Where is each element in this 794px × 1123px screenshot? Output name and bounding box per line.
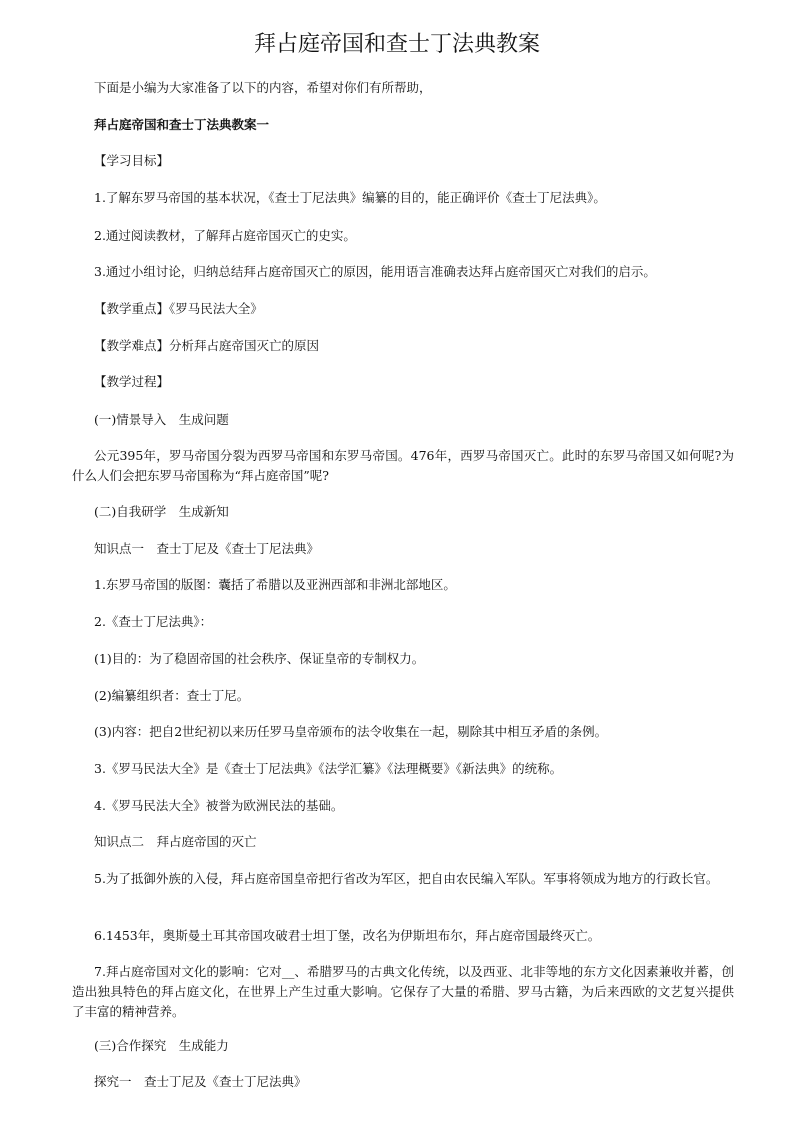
heading-teaching-process: 【教学过程】 xyxy=(94,374,170,389)
teaching-difficulty: 【教学难点】分析拜占庭帝国灭亡的原因 xyxy=(94,338,320,353)
knowledge-item-2-2: (2)编纂组织者：查士丁尼。 xyxy=(94,688,250,703)
section-heading-lesson-one: 拜占庭帝国和查士丁法典教案一 xyxy=(94,117,270,132)
goal-item-1: 1.了解东罗马帝国的基本状况，《查士丁尼法典》编纂的目的，能正确评价《查士丁尼法典》。 xyxy=(94,190,606,205)
knowledge-item-2-1: (1)目的：为了稳固帝国的社会秩序、保证皇帝的专制权力。 xyxy=(94,651,425,666)
knowledge-item-5: 5.为了抵御外族的入侵，拜占庭帝国皇帝把行省改为军区，把自由农民编入军队。军事将领成为地方的行政长官。 xyxy=(94,871,719,886)
knowledge-item-2: 2.《查士丁尼法典》： xyxy=(94,614,213,629)
knowledge-item-2-3: (3)内容：把自2世纪初以来历任罗马皇帝颁布的法令收集在一起，剔除其中相互矛盾的条例。 xyxy=(94,724,608,739)
knowledge-item-1: 1.东罗马帝国的版图：囊括了希腊以及亚洲西部和非洲北部地区。 xyxy=(94,577,456,592)
subheading-cooperative-inquiry: (三)合作探究 生成能力 xyxy=(94,1038,229,1053)
goal-item-2: 2.通过阅读教材，了解拜占庭帝国灭亡的史实。 xyxy=(94,228,356,243)
teaching-focus: 【教学重点】《罗马民法大全》 xyxy=(94,301,263,316)
subheading-scenario-intro: (一)情景导入 生成问题 xyxy=(94,412,229,427)
knowledge-item-3: 3.《罗马民法大全》是《查士丁尼法典》《法学汇纂》《法理概要》《新法典》的统称。 xyxy=(94,761,563,776)
scenario-paragraph: 公元395年，罗马帝国分裂为西罗马帝国和东罗马帝国。476年，西罗马帝国灭亡。此时的东罗马帝国又如何呢?为什么人们会把东罗马帝国称为“拜占庭帝国”呢? xyxy=(72,448,734,483)
knowledge-point-2-heading: 知识点二 拜占庭帝国的灭亡 xyxy=(94,834,257,849)
document-title: 拜占庭帝国和查士丁法典教案 xyxy=(253,32,540,57)
knowledge-item-6: 6.1453年，奥斯曼土耳其帝国攻破君士坦丁堡，改名为伊斯坦布尔，拜占庭帝国最终灭亡。 xyxy=(94,928,601,943)
subheading-self-study: (二)自我研学 生成新知 xyxy=(94,504,229,519)
goal-item-3: 3.通过小组讨论，归纳总结拜占庭帝国灭亡的原因，能用语言准确表达拜占庭帝国灭亡对我们的启示。 xyxy=(94,264,656,279)
knowledge-item-4: 4.《罗马民法大全》被誉为欧洲民法的基础。 xyxy=(94,798,344,813)
heading-learning-goals: 【学习目标】 xyxy=(94,153,170,168)
knowledge-point-1-heading: 知识点一 查士丁尼及《查士丁尼法典》 xyxy=(94,541,320,556)
intro-paragraph: 下面是小编为大家准备了以下的内容，希望对你们有所帮助， xyxy=(94,80,432,95)
knowledge-item-7: 7.拜占庭帝国对文化的影响：它对__、希腊罗马的古典文化传统，以及西亚、北非等地的东方文化因素兼收并蓄，创造出独具特色的拜占庭文化，在世界上产生过重大影响。它保存了大量的希腊、罗马古籍，为后来西欧的文艺复兴提供了丰富的精神营养。 xyxy=(72,964,734,1019)
inquiry-1-heading: 探究一 查士丁尼及《查士丁尼法典》 xyxy=(94,1074,307,1089)
